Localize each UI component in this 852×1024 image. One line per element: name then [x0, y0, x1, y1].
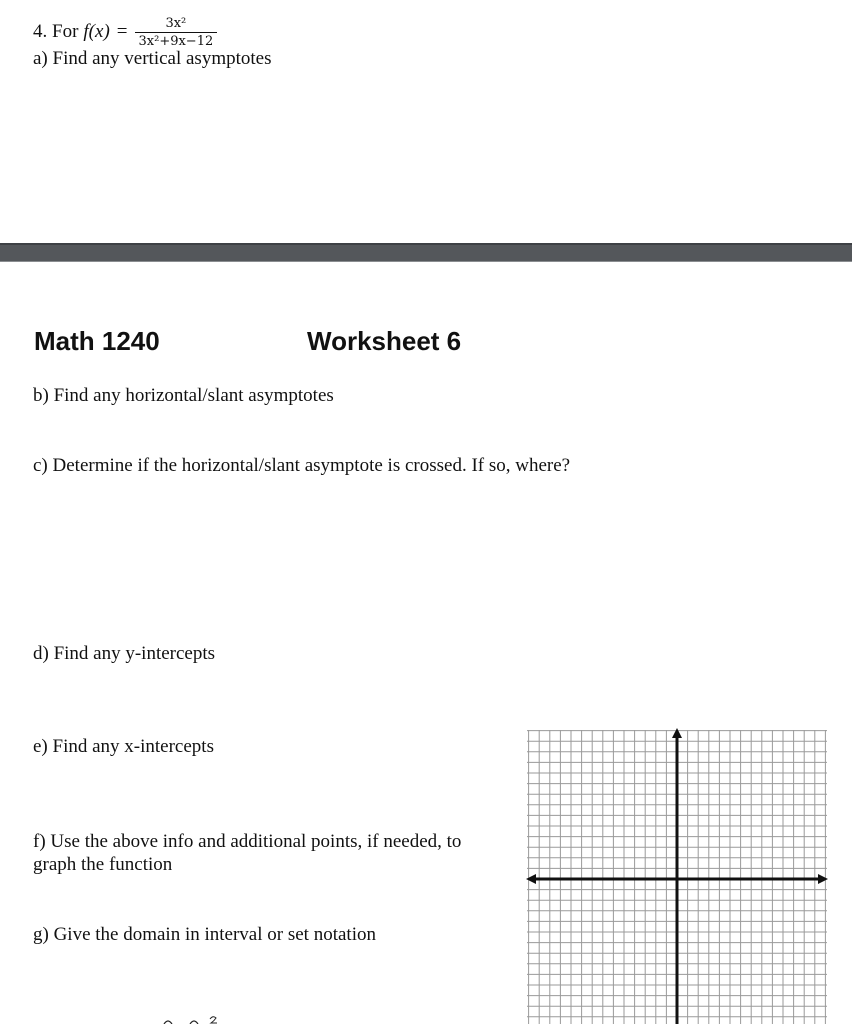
rational-function-fraction	[135, 16, 218, 49]
x-axis-right-arrow	[818, 874, 828, 884]
equals-sign: =	[116, 21, 128, 42]
question-c: c) Determine if the horizontal/slant asymptote is crossed. If so, where?	[33, 455, 571, 476]
course-title: Math 1240	[34, 326, 160, 356]
question-a: a) Find any vertical asymptotes	[33, 48, 272, 69]
question-b: b) Find any horizontal/slant asymptotes	[33, 385, 334, 406]
x-axis-left-arrow	[526, 874, 536, 884]
question-f-line-1: f) Use the above info and additional points, if needed, to	[33, 831, 462, 852]
question-d: d) Find any y-intercepts	[33, 643, 216, 664]
fraction-numerator: 3x²	[165, 15, 187, 31]
page-divider	[0, 243, 852, 262]
question-g: g) Give the domain in interval or set notation	[33, 924, 376, 945]
cropped-text-fragment	[150, 1012, 240, 1024]
y-axis-up-arrow	[672, 728, 682, 738]
fraction-denominator: 3x²+9x−12	[138, 33, 214, 49]
problem-statement	[33, 16, 217, 48]
graph-grid[interactable]	[522, 726, 832, 1024]
question-f-line-2: graph the function	[33, 854, 173, 875]
problem-label: 4. For	[33, 21, 79, 42]
question-e: e) Find any x-intercepts	[33, 736, 214, 757]
function-name: f(x)	[83, 21, 110, 42]
worksheet-title: Worksheet 6	[307, 326, 462, 356]
